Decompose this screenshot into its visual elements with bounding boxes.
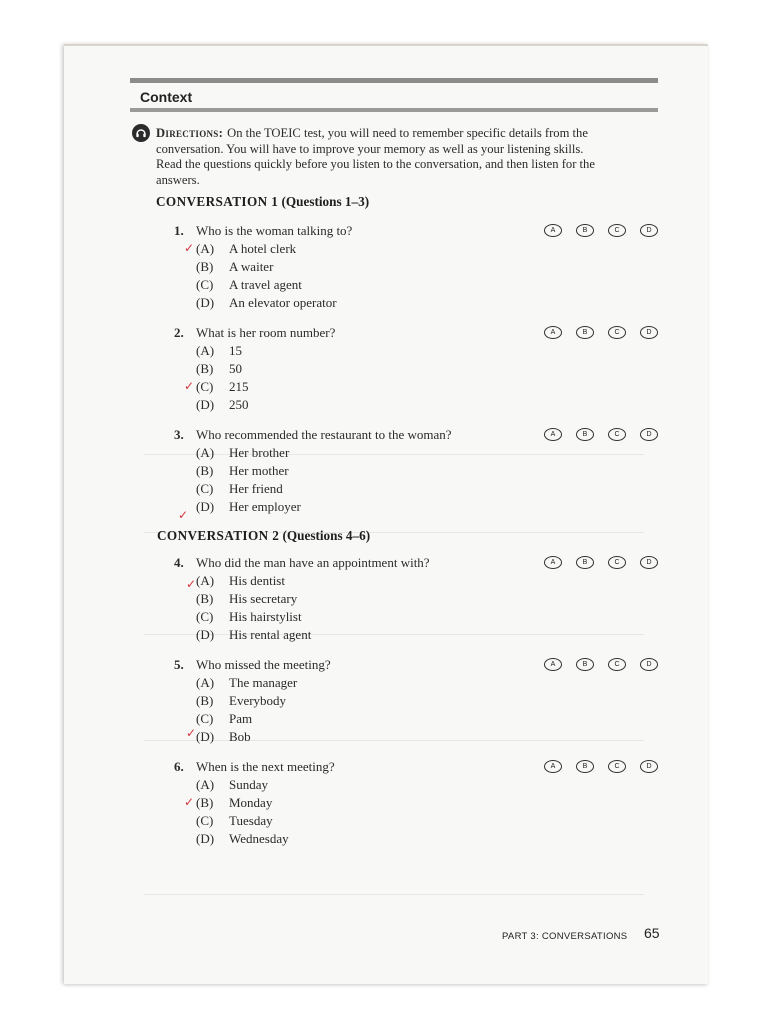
option-text: His rental agent <box>229 627 312 642</box>
bubble-b[interactable]: B <box>576 326 594 339</box>
option-letter: (C) <box>196 813 214 828</box>
option-letter: (B) <box>196 693 214 708</box>
question-text: What is her room number? <box>196 325 336 340</box>
option-letter: (D) <box>196 499 215 514</box>
option-b <box>174 692 654 710</box>
question-text: Who is the woman talking to? <box>196 223 353 238</box>
section-title: Context <box>140 89 193 105</box>
option-b <box>174 462 654 480</box>
option-letter: (B) <box>196 259 214 274</box>
conversation-2-heading <box>157 528 370 544</box>
question-3 <box>174 426 654 522</box>
option-a <box>174 572 654 590</box>
option-letter: (C) <box>196 379 214 394</box>
question-text: When is the next meeting? <box>196 759 335 774</box>
show-through-line <box>144 894 644 895</box>
option-d <box>174 294 654 312</box>
option-text: His hairstylist <box>229 609 302 624</box>
option-a <box>174 240 654 258</box>
option-letter: (B) <box>196 361 214 376</box>
bubble-b[interactable]: B <box>576 658 594 671</box>
option-c <box>174 276 654 294</box>
bubble-d[interactable]: D <box>640 658 658 671</box>
question-number: 1. <box>174 223 184 238</box>
option-letter: (D) <box>196 397 215 412</box>
answer-bubbles <box>544 556 664 570</box>
question-4 <box>174 554 654 644</box>
option-text: Wednesday <box>229 831 289 846</box>
option-c <box>174 710 654 728</box>
option-c <box>174 480 654 498</box>
option-letter: (A) <box>196 777 215 792</box>
page-edge <box>64 44 708 46</box>
option-text: Her friend <box>229 481 283 496</box>
option-b <box>174 360 654 378</box>
question-text: Who recommended the restaurant to the woman? <box>196 427 452 442</box>
bubble-d[interactable]: D <box>640 556 658 569</box>
option-letter: (B) <box>196 591 214 606</box>
option-c <box>174 378 654 396</box>
bubble-a[interactable]: A <box>544 760 562 773</box>
conversation-title: CONVERSATION 2 <box>157 528 280 543</box>
directions-lead: Directions: <box>156 126 224 140</box>
bubble-b[interactable]: B <box>576 556 594 569</box>
option-letter: (A) <box>196 445 215 460</box>
option-text: His secretary <box>229 591 298 606</box>
question-number: 6. <box>174 759 184 774</box>
option-c <box>174 812 654 830</box>
option-text: 15 <box>229 343 242 358</box>
option-text: A hotel clerk <box>229 241 297 256</box>
option-letter: (C) <box>196 609 214 624</box>
option-letter: (C) <box>196 277 214 292</box>
answer-bubbles <box>544 224 664 238</box>
option-a <box>174 674 654 692</box>
option-text: A waiter <box>229 259 274 274</box>
question-number: 5. <box>174 657 184 672</box>
option-letter: (A) <box>196 241 215 256</box>
option-letter: (D) <box>196 831 215 846</box>
option-text: A travel agent <box>229 277 302 292</box>
option-text: Pam <box>229 711 253 726</box>
option-text: An elevator operator <box>229 295 337 310</box>
directions-line: Read the questions quickly before you listen to the conversation, and then listen for the <box>156 157 595 171</box>
section-rule-bottom <box>130 108 658 112</box>
check-mark: ✓ <box>184 241 195 255</box>
headphones-icon <box>132 124 150 142</box>
option-text: 215 <box>229 379 249 394</box>
bubble-a[interactable]: A <box>544 326 562 339</box>
question-number: 3. <box>174 427 184 442</box>
question-2 <box>174 324 654 414</box>
option-letter: (D) <box>196 295 215 310</box>
section-rule-top <box>130 78 658 83</box>
check-mark: ✓ <box>178 508 189 522</box>
check-mark: ✓ <box>186 577 197 591</box>
question-number: 4. <box>174 555 184 570</box>
directions-line: answers. <box>156 172 200 187</box>
check-mark: ✓ <box>186 726 197 740</box>
directions <box>156 126 656 188</box>
check-mark: ✓ <box>184 379 195 393</box>
bubble-b[interactable]: B <box>576 760 594 773</box>
bubble-a[interactable]: A <box>544 428 562 441</box>
question-5 <box>174 656 654 746</box>
question-text: Who missed the meeting? <box>196 657 331 672</box>
option-text: Tuesday <box>229 813 273 828</box>
bubble-c[interactable]: C <box>608 224 626 237</box>
directions-line: On the TOEIC test, you will need to remember specific details from the <box>227 126 588 140</box>
option-text: 50 <box>229 361 242 376</box>
bubble-a[interactable]: A <box>544 556 562 569</box>
question-text: Who did the man have an appointment with? <box>196 555 430 570</box>
question-1 <box>174 222 654 312</box>
bubble-c[interactable]: C <box>608 760 626 773</box>
option-text: Everybody <box>229 693 287 708</box>
option-d <box>174 728 654 746</box>
option-b <box>174 258 654 276</box>
conversation-1-heading <box>156 194 369 210</box>
option-text: Her brother <box>229 445 290 460</box>
option-letter: (A) <box>196 675 215 690</box>
option-text: 250 <box>229 397 249 412</box>
option-d <box>174 396 654 414</box>
option-text: Her employer <box>229 499 301 514</box>
option-b <box>174 590 654 608</box>
option-text: Bob <box>229 729 251 744</box>
option-letter: (C) <box>196 711 214 726</box>
page-number: 65 <box>644 925 660 941</box>
option-a <box>174 342 654 360</box>
directions-line: conversation. You will have to improve your memory as well as your listening skills. <box>156 141 584 156</box>
answer-bubbles <box>544 326 664 340</box>
option-letter: (D) <box>196 729 215 744</box>
textbook-page <box>64 44 708 984</box>
bubble-d[interactable]: D <box>640 760 658 773</box>
option-a <box>174 776 654 794</box>
bubble-d[interactable]: D <box>640 326 658 339</box>
option-text: Sunday <box>229 777 268 792</box>
option-text: Monday <box>229 795 273 810</box>
bubble-d[interactable]: D <box>640 428 658 441</box>
bubble-b[interactable]: B <box>576 428 594 441</box>
answer-bubbles <box>544 428 664 442</box>
running-footer: PART 3: CONVERSATIONS <box>502 931 628 942</box>
conversation-title: CONVERSATION 1 <box>156 194 279 209</box>
bubble-c[interactable]: C <box>608 556 626 569</box>
option-d <box>174 626 654 644</box>
conversation-range: (Questions 1–3) <box>281 194 370 209</box>
option-d <box>174 830 654 848</box>
bubble-a[interactable]: A <box>544 224 562 237</box>
option-letter: (B) <box>196 795 214 810</box>
option-text: His dentist <box>229 573 285 588</box>
option-letter: (B) <box>196 463 214 478</box>
bubble-b[interactable]: B <box>576 224 594 237</box>
bubble-a[interactable]: A <box>544 658 562 671</box>
option-text: Her mother <box>229 463 289 478</box>
question-6 <box>174 758 654 848</box>
answer-bubbles <box>544 658 664 672</box>
bubble-c[interactable]: C <box>608 326 626 339</box>
question-number: 2. <box>174 325 184 340</box>
conversation-range: (Questions 4–6) <box>282 528 371 543</box>
option-a <box>174 444 654 462</box>
bubble-c[interactable]: C <box>608 428 626 441</box>
option-text: The manager <box>229 675 298 690</box>
option-d <box>174 498 654 522</box>
answer-bubbles <box>544 760 664 774</box>
bubble-c[interactable]: C <box>608 658 626 671</box>
option-letter: (D) <box>196 627 215 642</box>
check-mark: ✓ <box>184 795 195 809</box>
option-b <box>174 794 654 812</box>
option-c <box>174 608 654 626</box>
option-letter: (A) <box>196 343 215 358</box>
option-letter: (A) <box>196 573 215 588</box>
bubble-d[interactable]: D <box>640 224 658 237</box>
option-letter: (C) <box>196 481 214 496</box>
